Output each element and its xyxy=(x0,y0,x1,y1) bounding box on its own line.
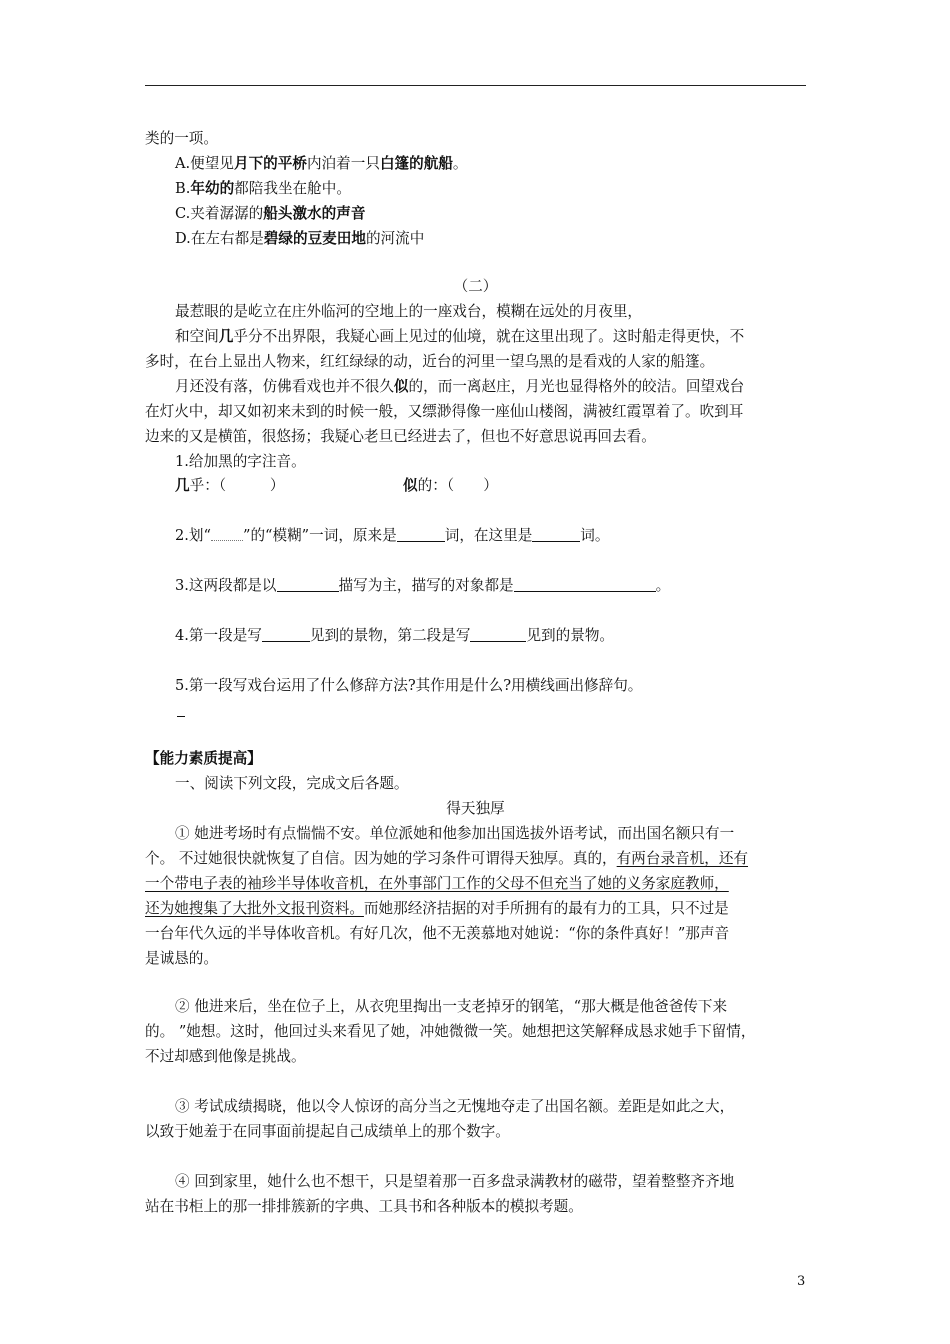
option-c: C.夹着潺潺的船头激水的声音 xyxy=(175,205,366,222)
option-a: A.便望见月下的平桥内泊着一只白篷的航船。 xyxy=(175,155,468,172)
passage-line: 月还没有落，仿佛看戏也并不很久似的，而一离赵庄，月光也显得格外的皎洁。回望戏台 xyxy=(175,378,745,395)
passage-line: 在灯火中，却又如初来未到的时候一般，又缥渺得像一座仙山楼阁，满被红霞罩着了。吹到耳 xyxy=(145,403,744,420)
passage-line: 最惹眼的是屹立在庄外临河的空地上的一座戏台，模糊在远处的月夜里， xyxy=(175,303,643,320)
story-line: 是诚恳的。 xyxy=(145,950,218,967)
story-line: ③ 考试成绩揭晓，他以令人惊讶的高分当之无愧地夺走了出国名额。差距是如此之大， xyxy=(175,1098,735,1115)
question-2: 2.划“ ”的“模糊”一词，原来是 词，在这里是 词。 xyxy=(175,527,610,544)
reading-instruction: 一、阅读下列文段，完成文后各题。 xyxy=(175,775,409,792)
answer-blank[interactable] xyxy=(277,576,339,592)
wavy-underline-mark xyxy=(211,530,243,541)
pinyin-answer-1: 几乎：（ ） xyxy=(175,477,285,494)
question-intro: 类的一项。 xyxy=(145,130,218,147)
passage-line: 和空间几乎分不出界限，我疑心画上见过的仙境，就在这里出现了。这时船走得更快，不 xyxy=(175,328,745,345)
story-line: 站在书柜上的那一排排簇新的字典、工具书和各种版本的模拟考题。 xyxy=(145,1198,583,1215)
question-5: 5.第一段写戏台运用了什么修辞方法?其作用是什么?用横线画出修辞句。 xyxy=(175,677,643,694)
answer-blank[interactable] xyxy=(514,576,656,592)
answer-blank[interactable] xyxy=(532,526,580,542)
story-line: 还为她搜集了大批外文报刊资料。而她那经济拮据的对手所拥有的最有力的工具，只不过是 xyxy=(145,900,729,917)
question-1: 1.给加黑的字注音。 xyxy=(175,453,306,470)
story-line: 一台年代久远的半导体收音机。有好几次，他不无羡慕地对她说：“你的条件真好！”那声音 xyxy=(145,925,730,942)
page-number: 3 xyxy=(797,1274,806,1289)
story-line-underlined: 一个带电子表的袖珍半导体收音机，在外事部门工作的父母不但充当了她的义务家庭教师， xyxy=(145,875,729,892)
option-d: D.在左右都是碧绿的豆麦田地的河流中 xyxy=(175,230,425,247)
story-title: 得天独厚 xyxy=(446,800,505,817)
answer-line-stub xyxy=(177,716,185,717)
answer-blank[interactable] xyxy=(470,626,526,642)
story-line: 个。 不过她很快就恢复了自信。因为她的学习条件可谓得天独厚。真的，有两台录音机，还有 xyxy=(145,850,749,867)
section-heading: 【能力素质提高】 xyxy=(145,750,262,767)
answer-blank[interactable] xyxy=(397,526,445,542)
section-title: （二） xyxy=(453,278,498,295)
story-line: ④ 回到家里，她什么也不想干，只是望着那一百多盘录满教材的磁带，望着整整齐齐地 xyxy=(175,1173,735,1190)
story-line: 以致于她羞于在同事面前提起自己成绩单上的那个数字。 xyxy=(145,1123,510,1140)
option-b: B.年幼的都陪我坐在舱中。 xyxy=(175,180,351,197)
passage-line: 边来的又是横笛，很悠扬；我疑心老旦已经进去了，但也不好意思说再回去看。 xyxy=(145,428,656,445)
answer-blank[interactable] xyxy=(262,626,310,642)
pinyin-answer-2: 似的：（ ） xyxy=(403,477,498,494)
story-line: 的。 ”她想。这时，他回过头来看见了她，冲她微微一笑。她想把这笑解释成恳求她手下留情， xyxy=(145,1023,756,1040)
story-line: ② 他进来后，坐在位子上，从衣兜里掏出一支老掉牙的钢笔，“那大概是他爸爸传下来 xyxy=(175,998,728,1015)
question-4: 4.第一段是写 见到的景物，第二段是写 见到的景物。 xyxy=(175,627,615,644)
story-line: 不过却感到他像是挑战。 xyxy=(145,1048,306,1065)
passage-line: 多时，在台上显出人物来，红红绿绿的动，近台的河里一望乌黑的是看戏的人家的船篷。 xyxy=(145,353,715,370)
question-3: 3.这两段都是以 描写为主，描写的对象都是 。 xyxy=(175,577,671,594)
story-line: ① 她进考场时有点惴惴不安。单位派她和他参加出国选拔外语考试，而出国名额只有一 xyxy=(175,825,735,842)
header-rule xyxy=(145,85,806,86)
